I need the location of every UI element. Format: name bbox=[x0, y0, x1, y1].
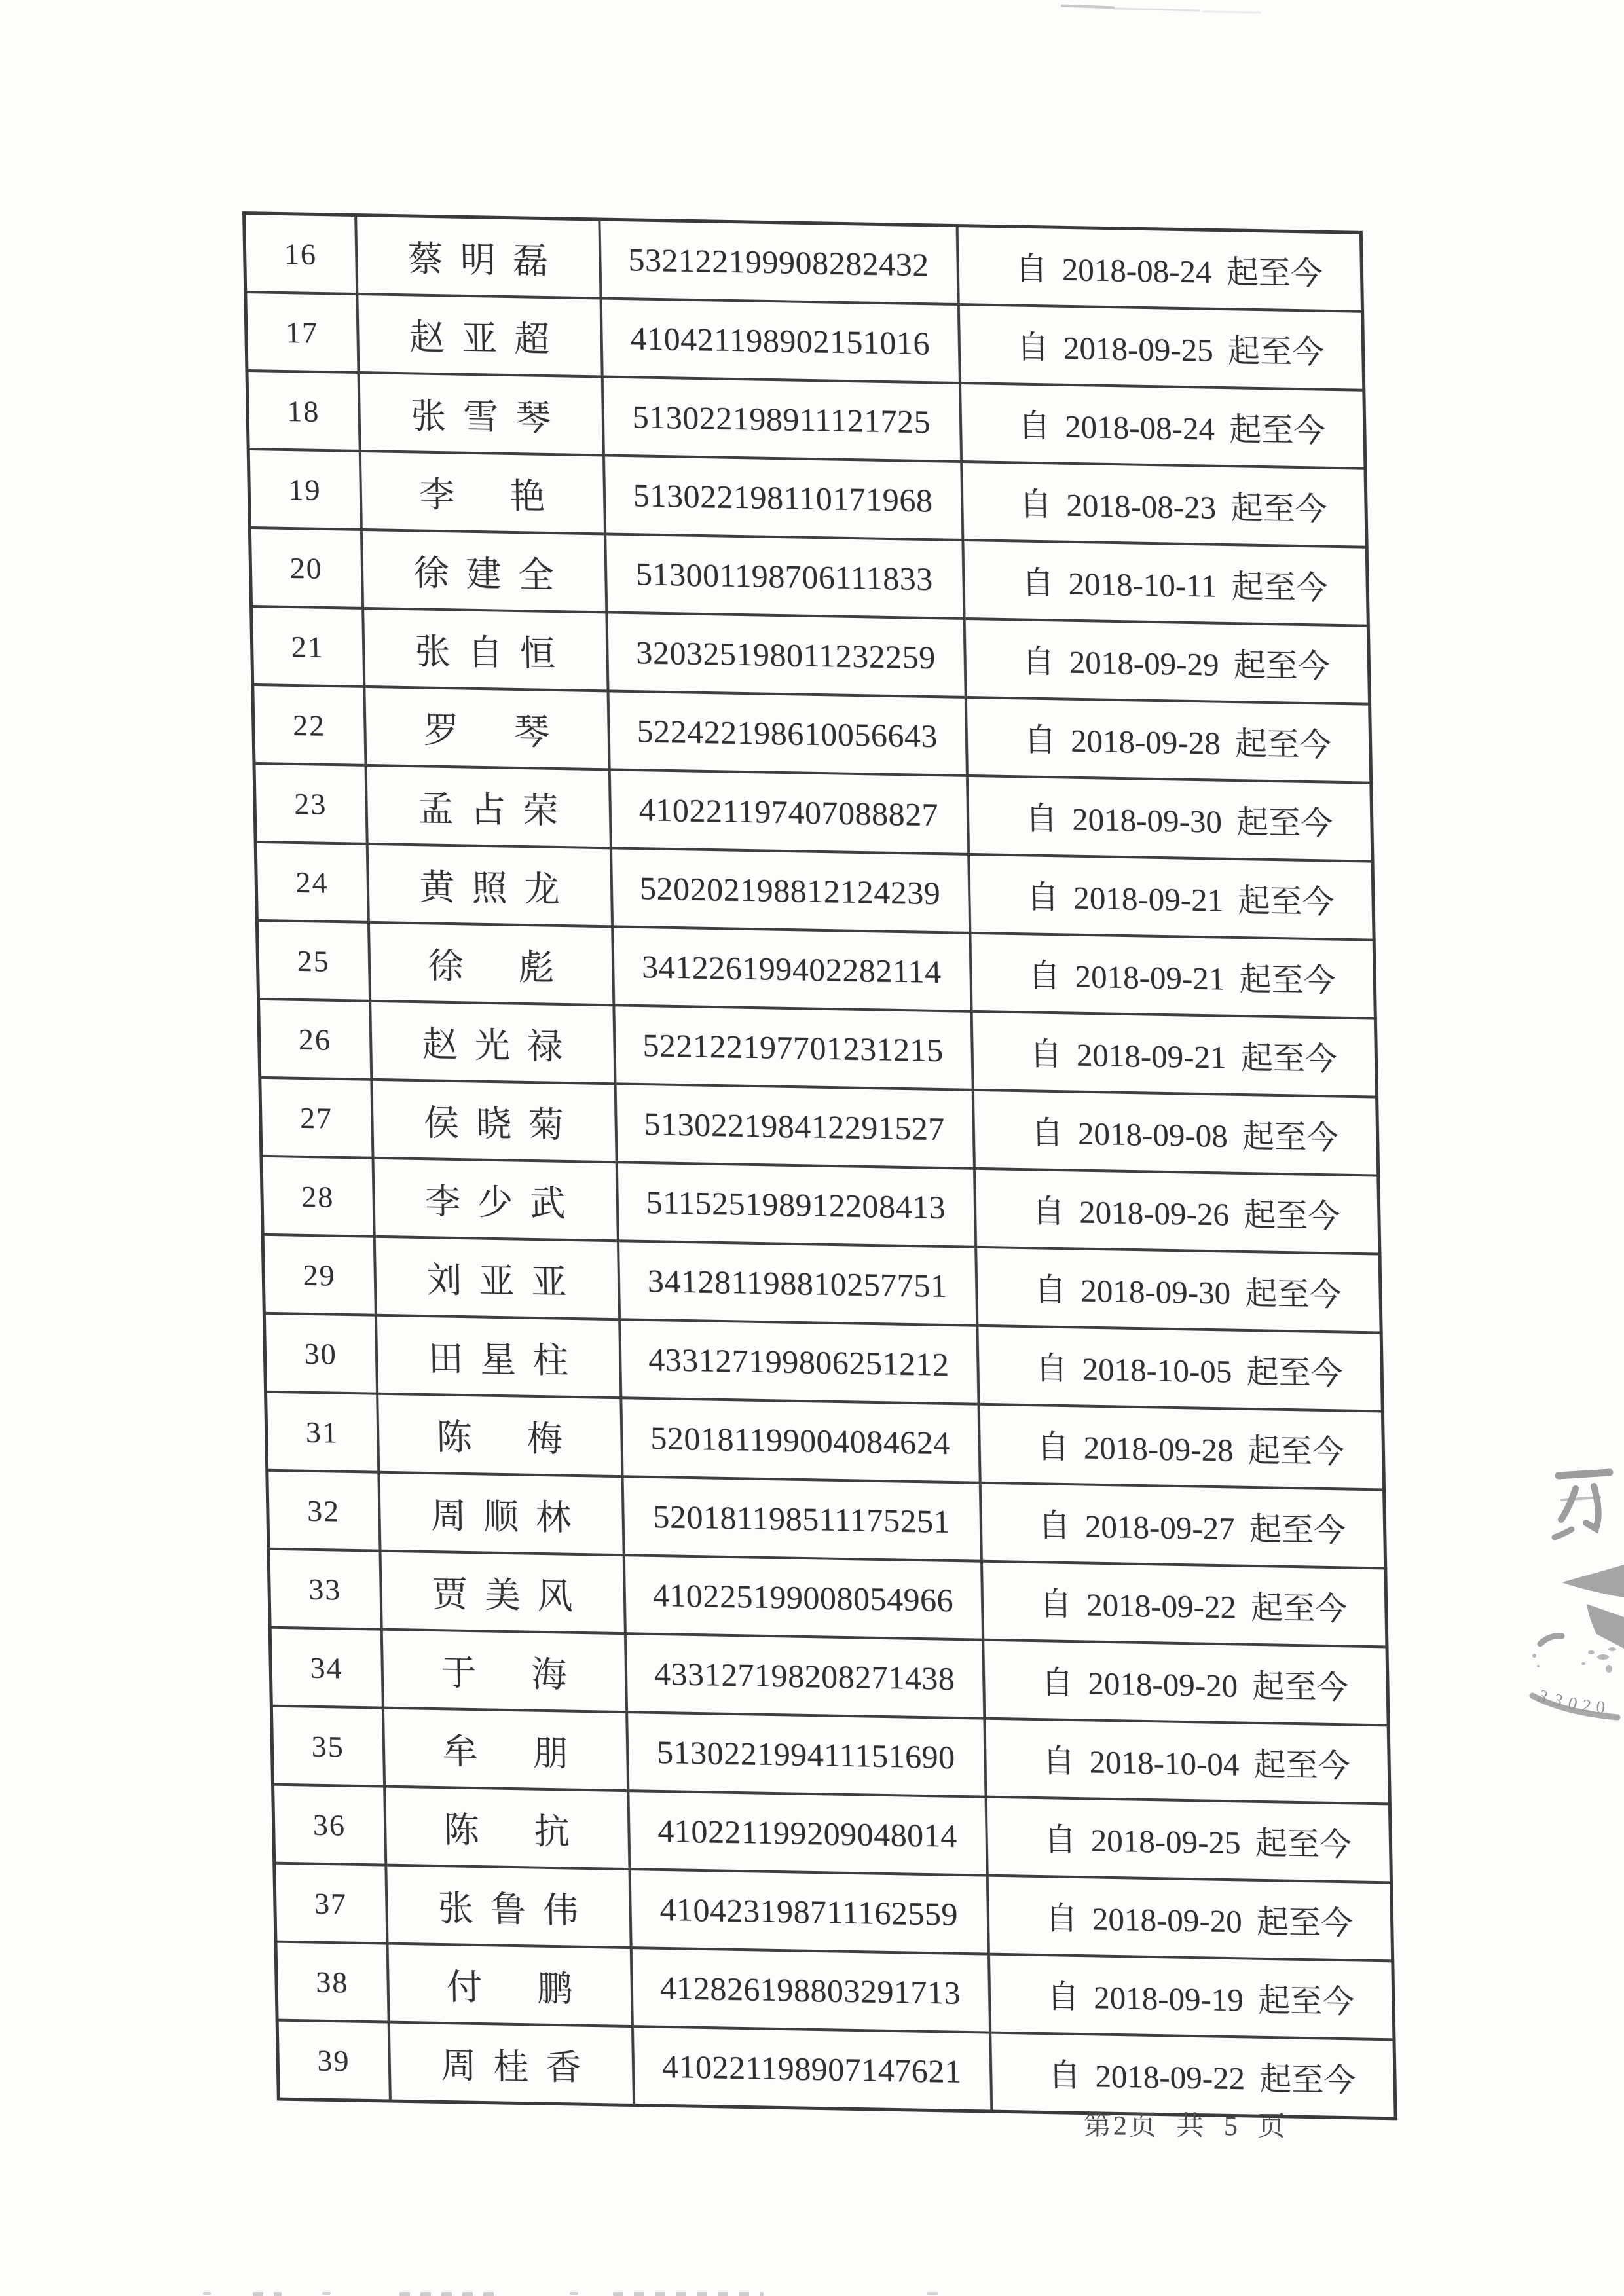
cell-name bbox=[382, 1708, 627, 1791]
cell-id-number: 520181199004084624 bbox=[621, 1398, 980, 1483]
scan-smudge-artifact bbox=[253, 2292, 282, 2296]
cell-name bbox=[386, 1865, 631, 1948]
cell-period: 自 2018-09-26 起至今 bbox=[974, 1169, 1380, 1254]
cell-id-number: 520202198812124239 bbox=[610, 848, 969, 933]
cell-id-number: 412826198803291713 bbox=[631, 1948, 989, 2033]
cell-period: 自 2018-09-19 起至今 bbox=[988, 1954, 1394, 2040]
scan-smudge-artifact bbox=[613, 2292, 764, 2296]
cell-id-number: 410421198902151016 bbox=[600, 298, 959, 383]
cell-id-number: 520181198511175251 bbox=[622, 1476, 981, 1561]
official-seal-partial bbox=[1526, 1452, 1624, 1734]
person-name: 陈梅 bbox=[436, 1417, 618, 1460]
scan-streak-artifact bbox=[1202, 10, 1261, 13]
cell-name bbox=[373, 1158, 618, 1241]
person-name: 周桂香 bbox=[440, 2045, 599, 2088]
cell-row-number: 16 bbox=[244, 213, 357, 294]
seal-serial-digit: 2 bbox=[1581, 1695, 1593, 1716]
cell-name bbox=[368, 922, 613, 1005]
person-name: 徐建全 bbox=[413, 553, 572, 595]
cell-row-number: 33 bbox=[268, 1549, 381, 1630]
cell-id-number: 532122199908282432 bbox=[599, 219, 958, 304]
seal-serial-digit: 3 bbox=[1550, 1689, 1566, 1711]
cell-period: 自 2018-09-20 起至今 bbox=[983, 1640, 1389, 1726]
scan-smudge-artifact bbox=[927, 2292, 938, 2295]
cell-id-number: 410221198907147621 bbox=[632, 2026, 991, 2111]
person-name: 张鲁伟 bbox=[437, 1888, 596, 1931]
cell-name bbox=[374, 1237, 619, 1319]
person-name: 于海 bbox=[440, 1652, 623, 1696]
cell-name bbox=[384, 1787, 629, 1869]
cell-name bbox=[375, 1315, 620, 1398]
cell-period: 自 2018-09-22 起至今 bbox=[990, 2033, 1396, 2119]
person-name: 罗琴 bbox=[423, 710, 605, 753]
cell-id-number: 513022198412291527 bbox=[615, 1084, 974, 1169]
person-name: 陈抗 bbox=[443, 1810, 625, 1853]
cell-name bbox=[361, 530, 606, 612]
person-name: 李艳 bbox=[418, 475, 601, 517]
cell-row-number: 28 bbox=[261, 1156, 374, 1237]
cell-id-number: 410221197407088827 bbox=[609, 769, 968, 854]
cell-row-number: 39 bbox=[277, 2020, 390, 2101]
cell-id-number: 341281198810257751 bbox=[618, 1241, 976, 1326]
cell-period: 自 2018-08-24 起至今 bbox=[959, 383, 1365, 469]
cell-id-number: 513022198110171968 bbox=[603, 455, 962, 540]
cell-id-number: 433127198208271438 bbox=[625, 1633, 984, 1719]
cell-row-number: 21 bbox=[251, 606, 364, 687]
cell-name bbox=[388, 2022, 633, 2105]
cell-id-number: 410221199209048014 bbox=[628, 1791, 987, 1876]
cell-period: 自 2018-09-21 起至今 bbox=[969, 854, 1375, 940]
seal-serial-digit: 0 bbox=[1595, 1697, 1606, 1717]
cell-id-number: 341226199402282114 bbox=[612, 926, 971, 1011]
cell-row-number: 37 bbox=[274, 1863, 387, 1944]
seal-stroke-mark bbox=[1540, 1636, 1562, 1644]
cell-row-number: 27 bbox=[260, 1078, 373, 1158]
roster-table bbox=[242, 211, 1397, 2120]
cell-period: 自 2018-09-27 起至今 bbox=[980, 1483, 1386, 1569]
seal-serial-digit: 3 bbox=[1534, 1685, 1551, 1707]
cell-period: 自 2018-10-04 起至今 bbox=[984, 1719, 1390, 1804]
cell-name bbox=[358, 373, 603, 455]
person-name: 牟朋 bbox=[442, 1731, 624, 1774]
cell-row-number: 30 bbox=[264, 1313, 377, 1394]
cell-name bbox=[370, 1001, 615, 1084]
cell-period: 自 2018-08-24 起至今 bbox=[957, 226, 1363, 312]
person-name: 贾美风 bbox=[432, 1574, 590, 1616]
scan-smudge-artifact bbox=[399, 2292, 496, 2296]
cell-period: 自 2018-09-25 起至今 bbox=[958, 304, 1364, 390]
cell-period: 自 2018-09-08 起至今 bbox=[972, 1090, 1378, 1176]
cell-id-number: 522122197701231215 bbox=[614, 1005, 972, 1090]
cell-id-number: 513022198911121725 bbox=[602, 376, 961, 462]
scan-streak-artifact bbox=[1113, 8, 1200, 12]
cell-period: 自 2018-09-28 起至今 bbox=[965, 697, 1371, 783]
cell-name bbox=[365, 765, 610, 848]
cell-period: 自 2018-09-30 起至今 bbox=[967, 776, 1373, 862]
cell-row-number: 18 bbox=[247, 371, 360, 451]
seal-star-partial bbox=[1562, 1565, 1624, 1649]
cell-row-number: 35 bbox=[271, 1706, 384, 1787]
person-name: 侯晓菊 bbox=[423, 1102, 581, 1145]
person-name: 孟占荣 bbox=[417, 788, 576, 831]
person-name: 周顺林 bbox=[430, 1495, 589, 1538]
cell-row-number: 19 bbox=[248, 449, 361, 530]
cell-period: 自 2018-09-21 起至今 bbox=[971, 1011, 1377, 1097]
cell-row-number: 34 bbox=[270, 1628, 382, 1708]
cell-period: 自 2018-09-30 起至今 bbox=[976, 1247, 1382, 1333]
cell-name bbox=[377, 1394, 622, 1476]
scan-smudge-artifact bbox=[570, 2292, 578, 2295]
scan-streak-artifact bbox=[1061, 5, 1115, 9]
cell-period: 自 2018-08-23 起至今 bbox=[961, 462, 1367, 547]
page-number-label: 第2页 共 5 页 bbox=[1083, 2111, 1287, 2142]
person-name: 蔡明磊 bbox=[407, 238, 566, 282]
cell-name bbox=[371, 1080, 616, 1162]
person-name: 田星柱 bbox=[428, 1338, 586, 1381]
cell-id-number: 433127199806251212 bbox=[619, 1319, 978, 1404]
cell-row-number: 26 bbox=[259, 999, 371, 1080]
cell-row-number: 29 bbox=[263, 1235, 375, 1315]
cell-row-number: 31 bbox=[266, 1392, 378, 1472]
cell-name bbox=[363, 608, 608, 691]
person-name: 黄照龙 bbox=[418, 867, 578, 909]
cell-name bbox=[387, 1944, 632, 2026]
person-name: 刘亚亚 bbox=[426, 1260, 585, 1302]
cell-period: 自 2018-10-05 起至今 bbox=[977, 1326, 1383, 1412]
cell-id-number: 410423198711162559 bbox=[629, 1869, 988, 1954]
cell-id-number: 320325198011232259 bbox=[606, 612, 965, 697]
cell-period: 自 2018-09-20 起至今 bbox=[987, 1876, 1393, 1961]
scan-smudge-artifact bbox=[203, 2292, 211, 2295]
person-name: 付鹏 bbox=[446, 1967, 628, 2010]
cell-period: 自 2018-09-25 起至今 bbox=[986, 1797, 1392, 1883]
cell-row-number: 23 bbox=[254, 763, 367, 844]
cell-row-number: 36 bbox=[273, 1785, 386, 1865]
cell-row-number: 24 bbox=[255, 842, 368, 922]
person-name: 赵光禄 bbox=[422, 1024, 580, 1066]
cell-row-number: 22 bbox=[253, 685, 365, 765]
cell-name bbox=[378, 1472, 623, 1555]
cell-row-number: 17 bbox=[246, 292, 358, 373]
cell-row-number: 32 bbox=[267, 1470, 380, 1551]
cell-name bbox=[360, 451, 604, 534]
roster-table-wrap bbox=[242, 211, 1397, 2120]
person-name: 张雪琴 bbox=[410, 395, 568, 439]
cell-id-number: 513022199411151690 bbox=[627, 1712, 986, 1797]
cell-period: 自 2018-09-28 起至今 bbox=[978, 1404, 1384, 1490]
cell-id-number: 410225199008054966 bbox=[623, 1555, 982, 1640]
cell-id-number: 522422198610056643 bbox=[608, 691, 967, 776]
cell-period: 自 2018-10-11 起至今 bbox=[963, 540, 1369, 626]
cell-period: 自 2018-09-21 起至今 bbox=[970, 933, 1376, 1019]
cell-period: 自 2018-09-29 起至今 bbox=[964, 619, 1370, 704]
person-name: 张自恒 bbox=[415, 631, 573, 674]
cell-name bbox=[364, 687, 609, 769]
person-name: 赵亚超 bbox=[409, 317, 567, 360]
seal-character-wan bbox=[1555, 1472, 1610, 1537]
cell-name bbox=[356, 215, 600, 299]
cell-name bbox=[380, 1551, 625, 1633]
scan-smudge-artifact bbox=[322, 2292, 331, 2295]
person-name: 李少武 bbox=[424, 1181, 583, 1224]
cell-row-number: 25 bbox=[257, 920, 369, 1001]
person-name: 徐彪 bbox=[428, 945, 610, 989]
cell-id-number: 511525198912208413 bbox=[616, 1162, 975, 1247]
cell-period: 自 2018-09-22 起至今 bbox=[981, 1561, 1387, 1647]
cell-row-number: 38 bbox=[276, 1942, 388, 2022]
cell-name bbox=[357, 294, 602, 376]
seal-ink-specks bbox=[1532, 1647, 1616, 1673]
seal-serial-digit: 0 bbox=[1566, 1692, 1579, 1715]
cell-row-number: 20 bbox=[249, 528, 362, 608]
cell-id-number: 513001198706111833 bbox=[605, 534, 964, 619]
cell-name bbox=[367, 844, 612, 926]
cell-name bbox=[381, 1630, 626, 1712]
